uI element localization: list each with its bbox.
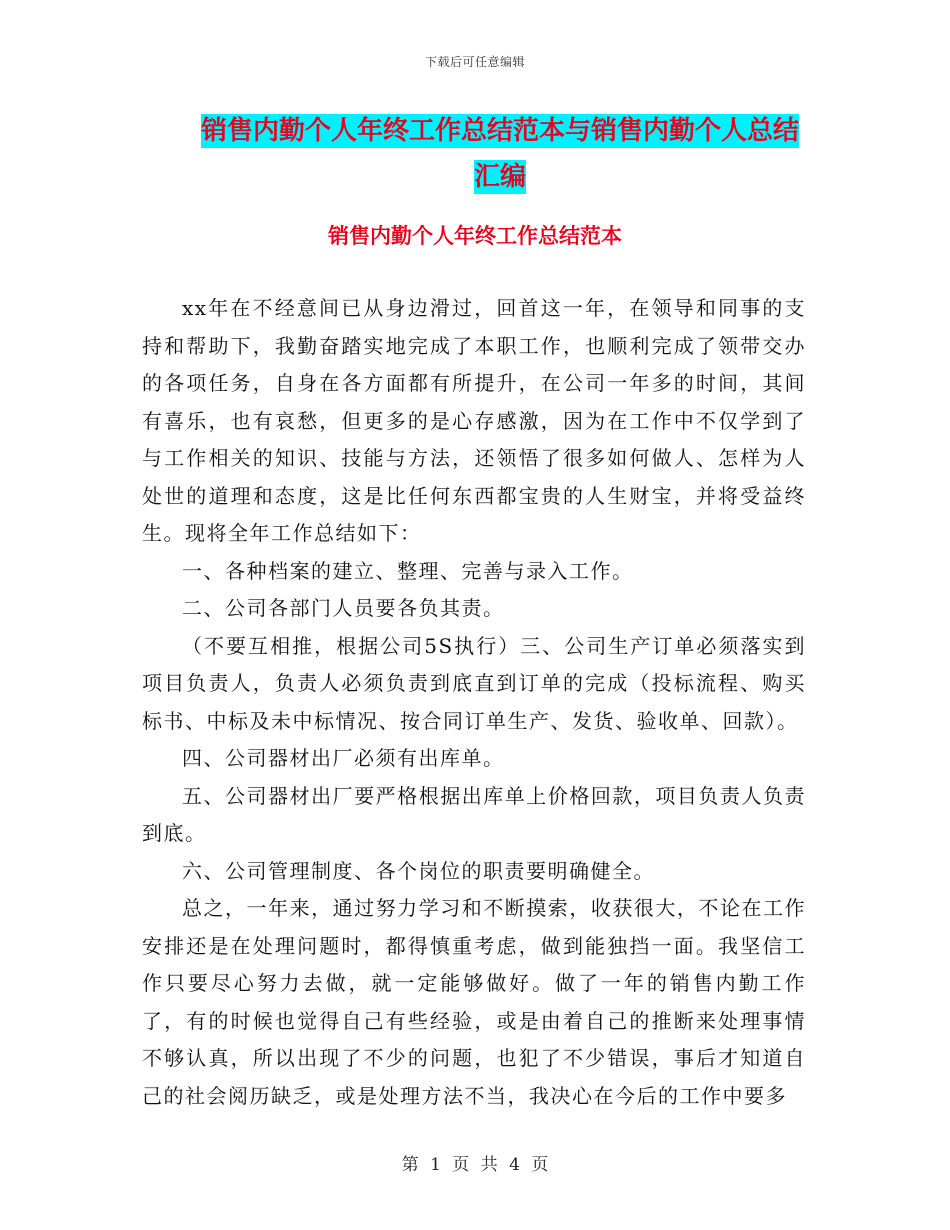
paragraph-intro: xx年在不经意间已从身边滑过，回首这一年，在领导和同事的支持和帮助下，我勤奋踏实地完成了本职工作，也顺利完成了领带交办的各项任务，自身在各方面都有所提升，在公司一年多的时间，其间有喜乐，也有哀愁，但更多的是心存感激，因为在工作中不仅学到了与工作相关的知识、技能与方法，还领悟了很多如何做人、怎样为人处世的道理和态度，这是比任何东西都宝贵的人生财宝，并将受益终生。现将全年工作总结如下： bbox=[142, 296, 806, 545]
page-header-note: 下载后可任意编辑 bbox=[424, 55, 525, 69]
document-title-line-2: 汇编 bbox=[473, 162, 526, 192]
body-text bbox=[142, 290, 806, 1115]
paragraph-item-2: 二、公司各部门人员要各负其责。 bbox=[182, 596, 505, 620]
paragraph-item-5: 五、公司器材出厂要严格根据出库单上价格回款，项目负责人负责到底。 bbox=[142, 783, 806, 845]
paragraph-item-6: 六、公司管理制度、各个岗位的职责要明确健全。 bbox=[182, 858, 655, 883]
page-number-footer: 第 1 页 共 4 页 bbox=[401, 1155, 549, 1175]
paragraph-item-4: 四、公司器材出厂必须有出库单。 bbox=[182, 746, 505, 770]
section-title: 销售内勤个人年终工作总结范本 bbox=[328, 224, 622, 248]
paragraph-item-1: 一、各种档案的建立、整理、完善与录入工作。 bbox=[182, 558, 634, 583]
paragraph-summary: 总之，一年来，通过努力学习和不断摸索，收获很大，不论在工作安排还是在处理问题时，都得慎重考虑，做到能独挡一面。我坚信工作只要尽心努力去做，就一定能够做好。做了一年的销售内勤工作了，有的时候也觉得自己有些经验，或是由着自己的推断来处理事情不够认真，所以出现了不少的问题，也犯了不少错误，事后才知道自己的社会阅历缺乏，或是处理方法不当，我决心在今后的工作中要多 bbox=[142, 896, 806, 1108]
document-title bbox=[140, 108, 860, 200]
document-title-line-1: 销售内勤个人年终工作总结范本与销售内勤个人总结 bbox=[200, 116, 799, 146]
paragraph-item-3: （不要互相推，根据公司5S执行）三、公司生产订单必须落实到项目负责人，负责人必须负责到底直到订单的完成（投标流程、购买标书、中标及未中标情况、按合同订单生产、发货、验收单、回款）。 bbox=[142, 633, 806, 733]
